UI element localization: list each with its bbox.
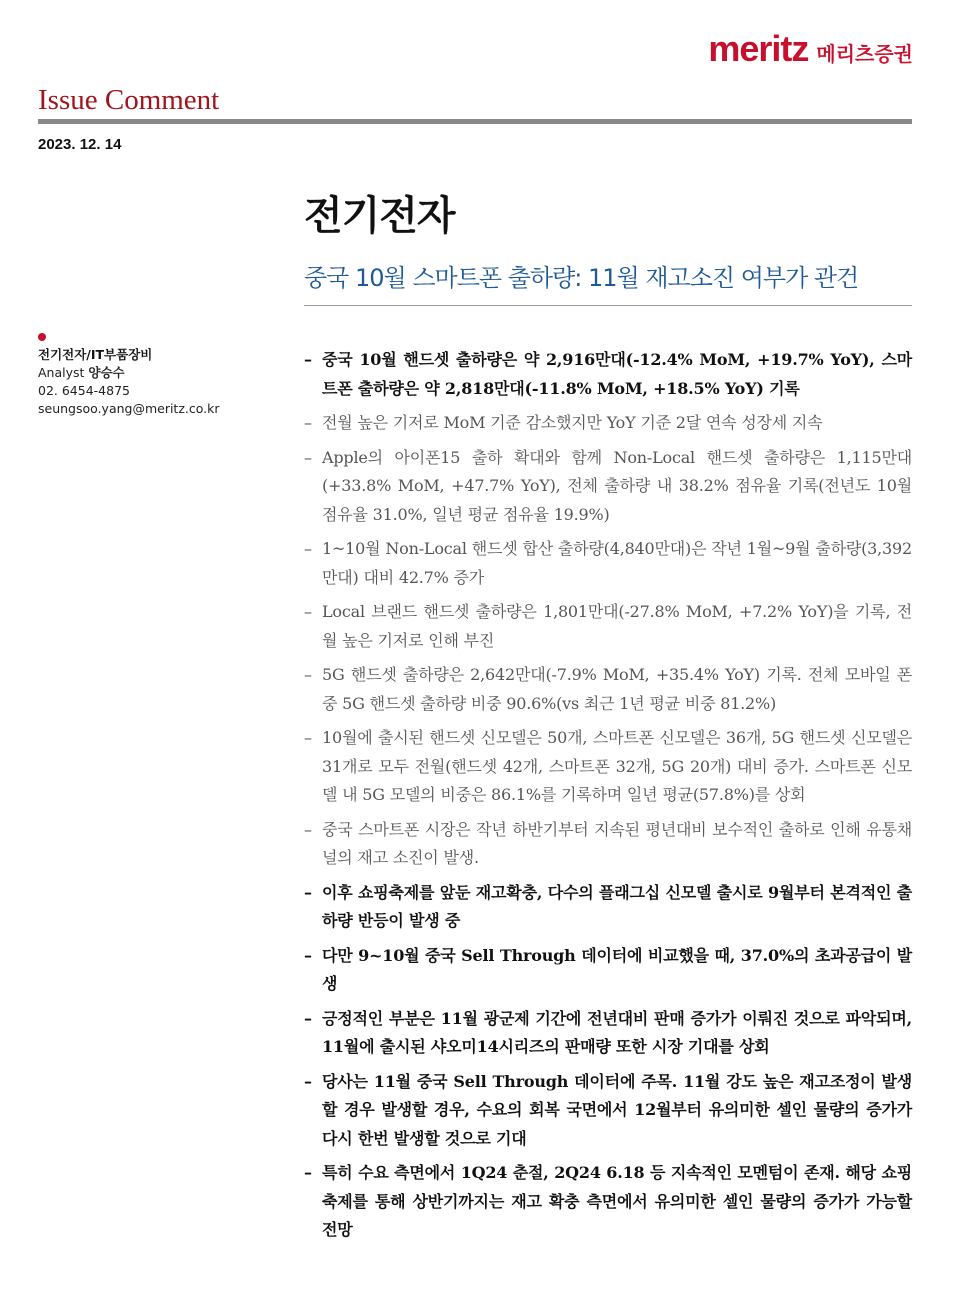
bullet-text: 이후 쇼핑축제를 앞둔 재고확충, 다수의 플래그십 신모델 출시로 9월부터 본격적인 출하량 반등이 발생 중 <box>322 882 912 930</box>
bullet-dash-icon: – <box>304 882 312 902</box>
headline-divider <box>304 305 912 306</box>
bullet-text: 10월에 출시된 핸드셋 신모델은 50개, 스마트폰 신모델은 36개, 5G 핸드셋 신모델은 31개로 모두 전월(핸드셋 42개, 스마트폰 32개, 5G 20개) 대비 증가. 스마트폰 신모델 내 5G 모델의 비중은 86.1%를 기록하며 일년 평균(57.8%)를 상회 <box>322 728 912 804</box>
bullet-dash-icon: – <box>304 447 312 467</box>
analyst-phone: 02. 6454-4875 <box>38 383 130 398</box>
bullet-text: 전월 높은 기저로 MoM 기준 감소했지만 YoY 기준 2달 연속 성장세 지속 <box>322 413 823 432</box>
bullet-item <box>304 661 912 718</box>
bullet-dash-icon: – <box>304 602 312 621</box>
bullet-item <box>304 598 912 655</box>
sector-dot-icon <box>38 333 46 341</box>
bullet-text: 중국 스마트폰 시장은 작년 하반기부터 지속된 평년대비 보수적인 출하로 인해 유통채널의 재고 소진이 발생. <box>322 819 912 867</box>
bullet-dash-icon: – <box>304 1071 312 1091</box>
bullet-dash-icon: – <box>304 945 312 965</box>
headline: 중국 10월 스마트폰 출하량: 11월 재고소진 여부가 관건 <box>304 264 859 292</box>
bullet-text: Local 브랜드 핸드셋 출하량은 1,801만대(-27.8% MoM, +7.2% YoY)을 기록, 전월 높은 기저로 인해 부진 <box>322 602 912 650</box>
bullet-dash-icon: – <box>304 819 312 839</box>
report-date: 2023. 12. 14 <box>38 136 122 153</box>
bullet-text: 중국 10월 핸드셋 출하량은 약 2,916만대(-12.4% MoM, +19.7% YoY), 스마트폰 출하량은 약 2,818만대(-11.8% MoM, +18.5% YoY) 기록 <box>322 350 912 398</box>
bullet-dash-icon: – <box>304 413 312 432</box>
bullet-item <box>304 1159 912 1245</box>
meritz-logo <box>708 28 913 70</box>
bullet-dash-icon: – <box>304 350 312 369</box>
analyst-role: Analyst <box>38 365 85 380</box>
bullet-dash-icon: – <box>304 1163 312 1182</box>
bullet-item <box>304 409 912 438</box>
logo-subtitle: 메리츠증권 <box>816 42 913 66</box>
bullet-list <box>304 346 912 1251</box>
bullet-item <box>304 879 912 936</box>
analyst-name: 양승수 <box>88 365 125 380</box>
bullet-text: 1~10월 Non-Local 핸드셋 합산 출하량(4,840만대)은 작년 1월~9월 출하량(3,392만대) 대비 42.7% 증가 <box>322 539 912 587</box>
bullet-dash-icon: – <box>304 728 312 747</box>
logo-mark: meritz <box>708 28 809 69</box>
bullet-text: 당사는 11월 중국 Sell Through 데이터에 주목. 11월 강도 높은 재고조정이 발생할 경우 발생할 경우, 수요의 회복 국면에서 12월부터 유의미한 셀인 물량의 증가가 다시 한번 발생할 것으로 기대 <box>322 1071 912 1148</box>
bullet-item <box>304 346 912 403</box>
bullet-item <box>304 942 912 999</box>
analyst-line <box>38 364 220 382</box>
bullet-dash-icon: – <box>304 665 312 684</box>
bullet-item <box>304 535 912 592</box>
bullet-text: 5G 핸드셋 출하량은 2,642만대(-7.9% MoM, +35.4% YoY) 기록. 전체 모바일 폰 중 5G 핸드셋 출하량 비중 90.6%(vs 최근 1년 평균 비중 81.2%) <box>322 665 912 713</box>
bullet-text: Apple의 아이폰15 출하 확대와 함께 Non-Local 핸드셋 출하량은 1,115만대(+33.8% MoM, +47.7% YoY), 전체 출하량 내 38.2% 점유율 기록(전년도 10월 점유율 31.0%, 일년 평균 점유율 19.9%) <box>322 447 912 524</box>
bullet-item <box>304 444 912 530</box>
document-type: Issue Comment <box>38 84 220 116</box>
bullet-item <box>304 816 912 873</box>
analyst-info <box>38 346 220 418</box>
sector-label: 전기전자/IT부품장비 <box>38 347 153 362</box>
bullet-item <box>304 1005 912 1062</box>
analyst-email[interactable]: seungsoo.yang@meritz.co.kr <box>38 401 220 416</box>
bullet-dash-icon: – <box>304 539 312 558</box>
company-title: 전기전자 <box>304 193 455 239</box>
bullet-text: 특히 수요 측면에서 1Q24 춘절, 2Q24 6.18 등 지속적인 모멘텀이 존재. 해당 쇼핑 축제를 통해 상반기까지는 재고 확충 측면에서 유의미한 셀인 물량의 증가가 가능할 전망 <box>322 1163 912 1239</box>
bullet-text: 다만 9~10월 중국 Sell Through 데이터에 비교했을 때, 37.0%의 초과공급이 발생 <box>322 945 912 993</box>
header-divider <box>38 119 912 124</box>
bullet-text: 긍정적인 부분은 11월 광군제 기간에 전년대비 판매 증가가 이뤄진 것으로 파악되며, 11월에 출시된 샤오미14시리즈의 판매량 또한 시장 기대를 상회 <box>322 1008 912 1056</box>
bullet-item <box>304 724 912 810</box>
bullet-item <box>304 1068 912 1154</box>
bullet-dash-icon: – <box>304 1008 312 1028</box>
